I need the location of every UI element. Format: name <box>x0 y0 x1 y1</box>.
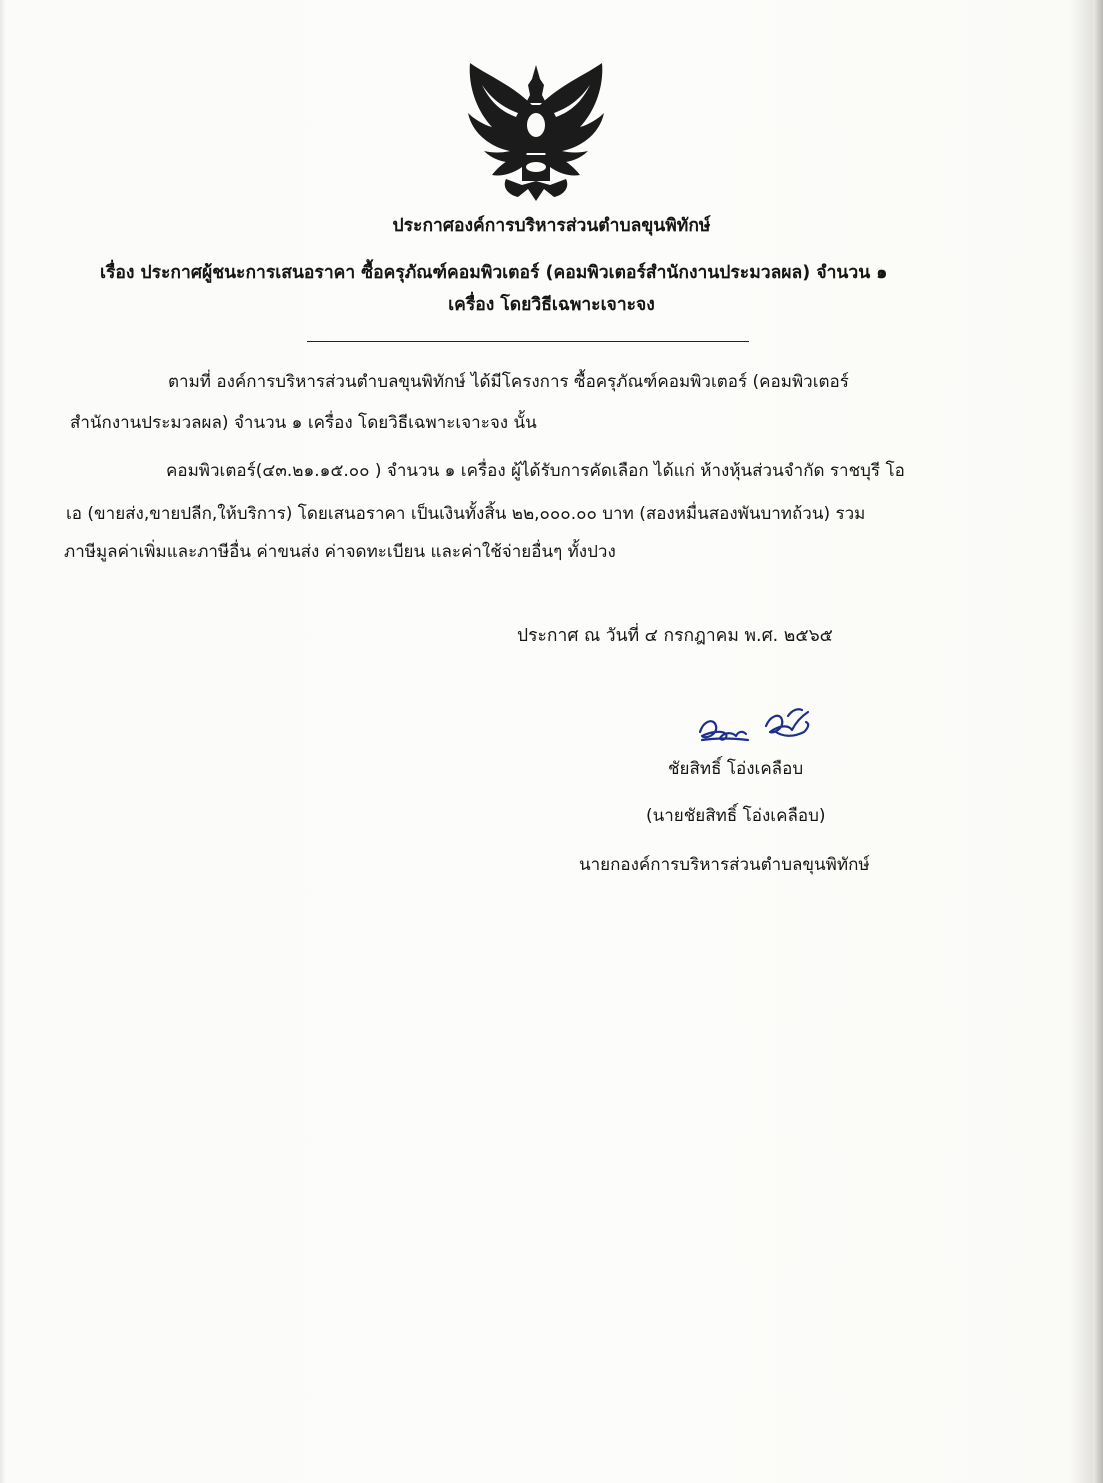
garuda-emblem-icon <box>462 55 610 205</box>
subject-line-1: เรื่อง ประกาศผู้ชนะการเสนอราคา ซื้อครุภัณฑ์คอมพิวเตอร์ (คอมพิวเตอร์สำนักงานประมวลผล) จำนวน ๑ <box>100 263 888 283</box>
paragraph-2-line-3: ภาษีมูลค่าเพิ่มและภาษีอื่น ค่าขนส่ง ค่าจดทะเบียน และค่าใช้จ่ายอื่นๆ ทั้งปวง <box>64 542 616 562</box>
subject-line-2: เครื่อง โดยวิธีเฉพาะเจาะจง <box>448 295 655 315</box>
paragraph-1-line-2: สำนักงานประมวลผล) จำนวน ๑ เครื่อง โดยวิธีเฉพาะเจาะจง นั้น <box>70 413 537 433</box>
signatory-position: นายกองค์การบริหารส่วนตำบลขุนพิทักษ์ <box>579 855 870 875</box>
document-title: ประกาศองค์การบริหารส่วนตำบลขุนพิทักษ์ <box>392 216 711 236</box>
paragraph-1-line-1: ตามที่ องค์การบริหารส่วนตำบลขุนพิทักษ์ ได้มีโครงการ ซื้อครุภัณฑ์คอมพิวเตอร์ (คอมพิวเตอร์ <box>168 372 849 392</box>
handwritten-signature <box>692 702 817 750</box>
signatory-full-name: (นายชัยสิทธิ์ โอ่งเคลือบ) <box>646 806 826 826</box>
separator-line <box>307 341 749 342</box>
paragraph-2-line-2: เอ (ขายส่ง,ขายปลีก,ให้บริการ) โดยเสนอราคา เป็นเงินทั้งสิ้น ๒๒,๐๐๐.๐๐ บาท (สองหมื่นสองพันบาทถ้วน) รวม <box>66 504 866 524</box>
announcement-date: ประกาศ ณ วันที่ ๔ กรกฎาคม พ.ศ. ๒๕๖๕ <box>517 626 833 646</box>
signatory-name: ชัยสิทธิ์ โอ่งเคลือบ <box>668 759 804 779</box>
paragraph-2-line-1: คอมพิวเตอร์(๔๓.๒๑.๑๕.๐๐ ) จำนวน ๑ เครื่อง ผู้ได้รับการคัดเลือก ได้แก่ ห้างหุ้นส่วนจำกัด ราชบุรี โอ <box>166 461 905 481</box>
